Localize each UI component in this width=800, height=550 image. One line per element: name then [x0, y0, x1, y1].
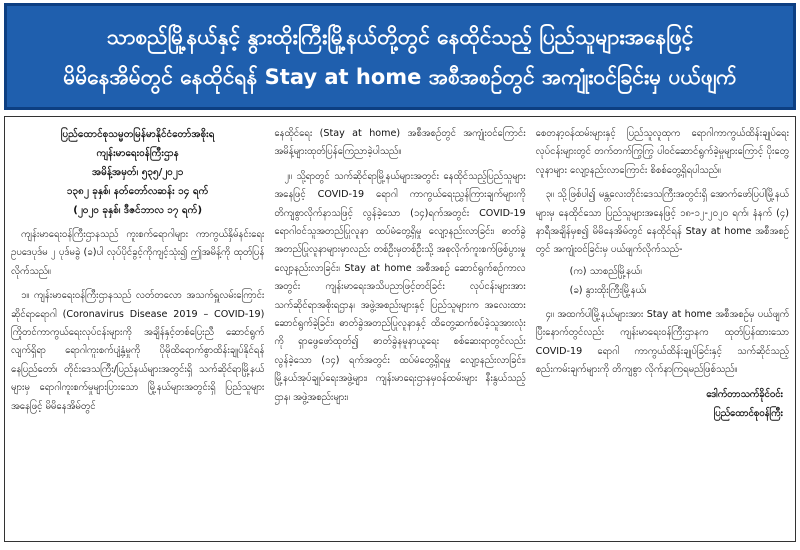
township-list: [536, 262, 789, 300]
order-date-myanmar: ၁၃၈၂ ခုနှစ်၊ နတ်တော်လဆန်း ၁၄ ရက်: [66, 186, 209, 197]
column-3: [536, 125, 789, 533]
order-number: အမိန့်အမှတ်၊ ၅၃၅/၂၀၂၁: [91, 167, 184, 178]
signatory-name: ဒေါက်တာသက်ခိုင်ဝင်း: [706, 389, 783, 401]
paragraph-3: ၃။ သို့ဖြစ်ပါ၍ မန္တလေးတိုင်းဒေသကြီးအတွင်းရှိ အောက်ဖော်ပြပါမြို့နယ်များမှ နေထိုင်သော ပြည်သူများအနေဖြင့် ၁၈-၁၂-၂၀၂၀ ရက်၊ နံနက် (၄) နာရီအချိန်မှစ၍ မိမိနေအိမ်တွင် နေထိုင်ရန် Stay at home အစီအစဉ်တွင် အကျုံးဝင်ခြင်းမှ ပယ်ဖျက်လိုက်သည်-: [535, 189, 789, 256]
government-name: ပြည်ထောင်စုသမ္မတမြန်မာနိုင်ငံတော်အစိုးရ: [60, 129, 215, 140]
order-header: [11, 125, 264, 220]
column-1: [11, 125, 264, 533]
list-item: (ခ) နွားထိုးကြီးမြို့နယ်၊: [569, 284, 647, 296]
paragraph-2-continued: စေတနာ့ဝန်ထမ်းများနှင့် ပြည်သူလူထုက ရောဂါကာကွယ်ထိန်းချုပ်ရေး လုပ်ငန်းများတွင် တက်တက်ကြွကြွ ပါဝင်ဆောင်ရွက်ခဲ့မှုများကြောင့် ပိုးတွေ့လူနာများ လျော့နည်းလာကြောင်း စိစစ်တွေ့ရှိရပါသည်။: [535, 128, 789, 176]
preamble-paragraph: ကျန်းမာရေးဝန်ကြီးဌာနသည် ကူးစက်ရောဂါများ ကာကွယ်နှိမ်နင်းရေး ဥပဒေပုဒ်မ ၂ ပုဒ်မခွဲ (ခ)ပါ လုပ်ပိုင်ခွင့်ကိုကျင့်သုံး၍ ဤအမိန့်ကို ထုတ်ပြန်လိုက်သည်။: [11, 229, 265, 277]
paragraph-1: ၁။ ကျန်းမာရေးဝန်ကြီးဌာနသည် လတ်တလော အသက်ရှူလမ်းကြောင်းဆိုင်ရာရောဂါ (Coronavirus Disease 2019 – COVID-19) ကြိုတင်ကာကွယ်ရေးလုပ်ငန်းများကို အချိန်နှင့်တစ်ပြေးညီ ဆောင်ရွက်လျက်ရှိရာ ရောဂါကူးစက်ပျံ့နှံ့မှုကို ပိုမိုထိရောက်စွာထိန်းချုပ်နိုင်ရန် နေပြည်တော်၊ တိုင်းဒေသကြီး/ပြည်နယ်များအတွင်းရှိ သက်ဆိုင်ရာမြို့နယ်များမှ ရောဂါကူးစက်မှုများပြားသော မြို့နယ်များအတွင်းရှိ ပြည်သူများအနေဖြင့် မိမိနေအိမ်တွင်: [11, 290, 265, 412]
paragraph-2: ၂။ သို့ရာတွင် သက်ဆိုင်ရာမြို့နယ်များအတွင်း နေထိုင်သည့်ပြည်သူများအနေဖြင့် COVID-19 ရောဂါ ကာကွယ်ရေးညွှန်ကြားချက်များကို တိကျစွာလိုက်နာသဖြင့် လွန်ခဲ့သော (၁၄)ရက်အတွင်း COVID-19 ရောဂါဝင်သူအတည်ပြုလူနာ ထပ်မံတွေ့ရှိမှု လျော့နည်းလာခြင်း၊ ဓာတ်ခွဲအတည်ပြုလူနာများမှာလည်း တစ်ဦးမှတစ်ဦးသို့ အစုလိုက်ကူးစက်ဖြစ်ပွားမှု လျော့နည်းလာခြင်း၊ Stay at home အစီအစဉ် ဆောင်ရွက်စဉ်ကာလအတွင်း ကျန်းမာရေးအသိပညာဖြင့်တင်ခြင်း လုပ်ငန်းများအား သက်ဆိုင်ရာအစိုးရဌာန၊ အဖွဲ့အစည်းများနှင့် ပြည်သူများက အလေးထားဆောင်ရွက်ခဲ့ခြင်း၊ ဓာတ်ခွဲအတည်ပြုလူနာနှင့် ထိတွေ့ဆက်စပ်ခဲ့သူအားလုံးကို ရှာဖွေဖော်ထုတ်၍ ဓာတ်ခွဲနမူနာယူရေး စစ်ဆေးရာတွင်လည်း လွန်ခဲ့သော (၁၄) ရက်အတွင်း ထပ်မံတွေ့ရှိရမှု လျော့နည်းလာခြင်း၊ မြို့နယ်အုပ်ချုပ်ရေးအဖွဲ့များ၊ ကျန်းမာရေးဌာနမှဝန်ထမ်းများ နီးနွယ်သည့်ဌာန၊ အဖွဲ့အစည်းများ၊: [274, 170, 526, 403]
list-item: (က) သာစည်မြို့နယ်၊: [569, 265, 642, 277]
headline-banner: [4, 3, 796, 110]
ministry-name: ကျန်းမာရေးဝန်ကြီးဌာန: [96, 148, 179, 159]
signature-block: [536, 385, 789, 423]
column-2: [274, 125, 525, 533]
signatory-title: ပြည်ထောင်စုဝန်ကြီး: [713, 408, 783, 420]
headline-line-2: မိမိနေအိမ်တွင် နေထိုင်ရန် Stay at home အစီအစဉ်တွင် အကျုံးဝင်ခြင်းမှ ပယ်ဖျက်: [63, 64, 737, 89]
order-date-gregorian: (၂၀၂၀ ခုနှစ်၊ ဒီဇင်ဘာလ ၁၇ ရက်): [73, 205, 203, 216]
headline-line-1: သာစည်မြို့နယ်နှင့် နွားထိုးကြီးမြို့နယ်တို့တွင် နေထိုင်သည့် ပြည်သူများအနေဖြင့်: [106, 24, 694, 49]
order-body: [4, 116, 796, 542]
paragraph-4: ၄။ အထက်ပါမြို့နယ်များအား Stay at home အစီအစဉ်မှ ပယ်ဖျက်ပြီးနောက်တွင်လည်း ကျန်းမာရေးဝန်ကြီးဌာနက ထုတ်ပြန်ထားသော COVID-19 ရောဂါ ကာကွယ်ထိန်းချုပ်ခြင်းနှင့် သက်ဆိုင်သည့် စည်းကမ်းချက်များကို တိကျစွာ လိုက်နာကြရမည်ဖြစ်သည်။: [535, 308, 789, 376]
paragraph-1-continued: နေထိုင်ရေး (Stay at home) အစီအစဉ်တွင် အကျုံးဝင်ကြောင်း အမိန့်များထုတ်ပြန်ကြေညာခဲ့ပါသည်။: [274, 128, 526, 158]
